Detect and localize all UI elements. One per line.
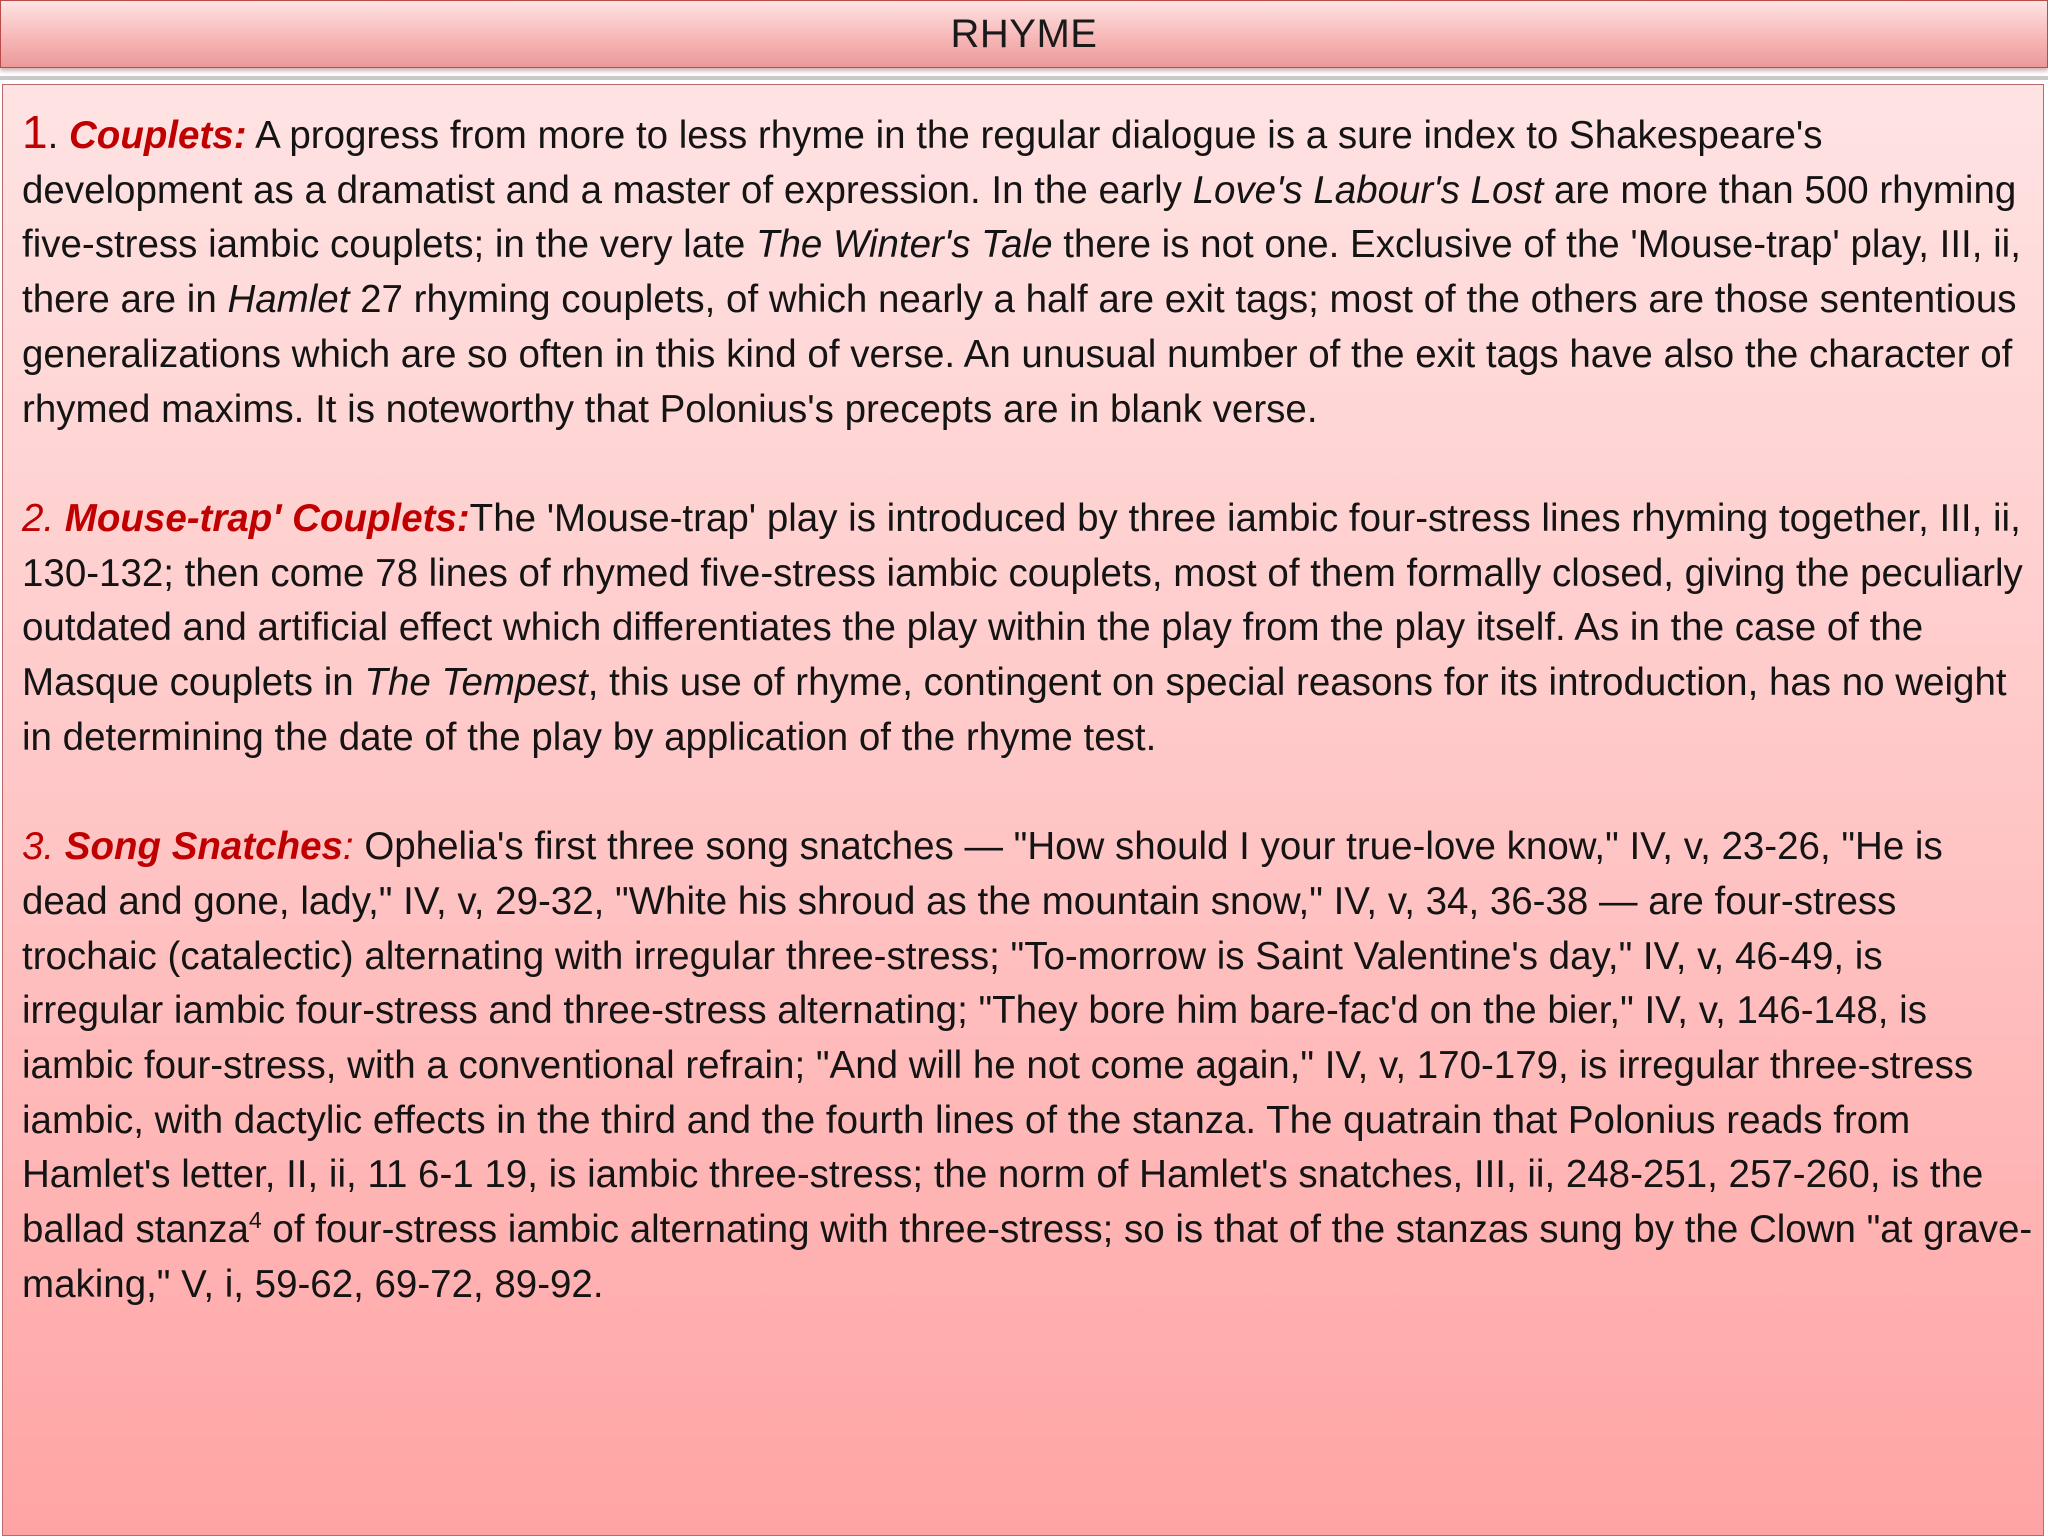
paragraph-text: The 'Mouse-trap' play is introduced by three iambic four-stress lines rhyming together, III, ii, 130-132; then come 78 lines of rhymed five-stress iambic couplets, most of them formally closed, giving the peculiarly outdated and artificial effect which differentiates the play within the play from the play itself. As in the case of the Masque couplets in (22, 496, 2023, 705)
paragraph-text: there is not one. Exclusive of the 'Mouse-trap' play, III, ii, there are in (22, 223, 2021, 322)
work-title: Hamlet (227, 278, 350, 322)
paragraph-text: are more than 500 rhyming five-stress iambic couplets; in the very late (22, 168, 2017, 267)
work-title: Love's Labour's Lost (1192, 168, 1544, 212)
content-panel (2, 84, 2044, 1536)
paragraph-heading-colon: : (342, 825, 354, 869)
work-title: The Tempest (364, 661, 588, 705)
paragraph-number: 1 (22, 106, 48, 158)
paragraph-text: 27 rhyming couplets, of which nearly a half are exit tags; most of the others are those sententious generalizations which are so often in this kind of verse. An unusual number of the exit tags have also the character of rhymed maxims. It is noteworthy that Polonius's precepts are in blank verse. (22, 278, 2017, 431)
work-title: The Winter's Tale (755, 223, 1053, 267)
paragraph-heading: Song Snatches (54, 825, 343, 869)
paragraph-number: 3. (22, 825, 55, 869)
paragraph-text: A progress from more to less rhyme in the regular dialogue is a sure index to Shakespeare's development as a dramatist and a master of expression. In the early (22, 114, 1823, 212)
title-bar (0, 0, 2048, 68)
paragraph-text: of four-stress iambic alternating with three-stress; so is that of the stanzas sung by the Clown "at grave-making," V, i, 59-62, 69-72, 89-92. (22, 1208, 2033, 1306)
content-body (22, 105, 2034, 1312)
paragraph-text: , this use of rhyme, contingent on special reasons for its introduction, has no weight in determining the date of the play by application of the rhyme test. (22, 661, 2007, 759)
paragraph-number: 2. (22, 496, 55, 540)
footnote-marker: 4 (248, 1207, 262, 1234)
paragraph-couplets (22, 105, 2034, 437)
paragraph-song-snatches (22, 820, 2034, 1312)
slide-title: RHYME (950, 11, 1098, 56)
paragraph-number-dot: . (47, 114, 59, 157)
paragraph-heading: Mouse-trap' Couplets: (54, 496, 470, 540)
paragraph-heading: Couplets: (69, 114, 247, 157)
paragraph-mouse-trap-couplets (22, 492, 2034, 766)
paragraph-text: Ophelia's first three song snatches — "How should I your true-love know," IV, v, 23-26, "He is dead and gone, lady," IV, v, 29-32, "White his shroud as the mountain snow," IV, v, 34, 36-38 — are four-stress trochaic (catalectic) alternating with irregular three-stress; "To-morrow is Saint Valentine's day," IV, v, 46-49, is irregular iambic four-stress and three-stress alternating; "They bore him bare-fac'd on the bier," IV, v, 146-148, is iambic four-stress, with a conventional refrain; "And will he not come again," IV, v, 170-179, is irregular three-stress iambic, with dactylic effects in the third and the fourth lines of the stanza. The quatrain that Polonius reads from Hamlet's letter, II, ii, 11 6-1 19, is iambic three-stress; the norm of Hamlet's snatches, III, ii, 248-251, 257-260, is the ballad stanza (22, 825, 1984, 1252)
title-divider (0, 76, 2048, 80)
